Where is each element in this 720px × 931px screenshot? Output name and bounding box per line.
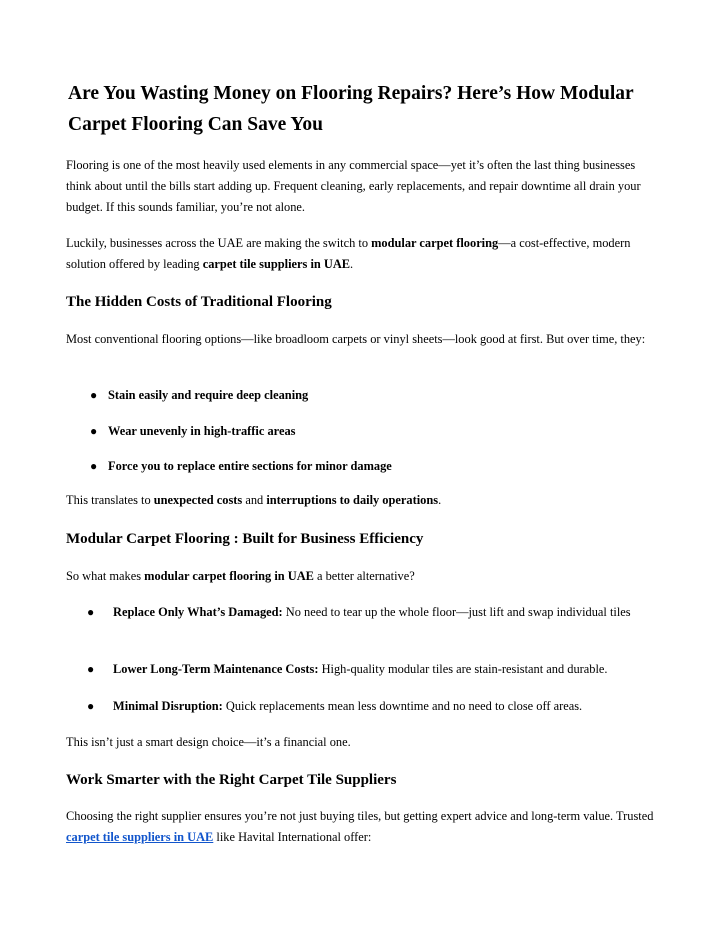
list-item-text — [108, 696, 648, 717]
text-span: High-quality modular tiles are stain-resistant and durable. — [318, 662, 608, 676]
section2-lead — [66, 566, 656, 587]
page-title: Are You Wasting Money on Flooring Repairs? Here’s How Modular Carpet Flooring Can Save You — [68, 83, 634, 135]
bold-text: Minimal Disruption: — [113, 699, 223, 713]
list-item-text — [108, 659, 648, 680]
list-item-text — [108, 602, 638, 623]
section3-body — [66, 806, 656, 848]
bold-text: interruptions to daily operations — [266, 493, 439, 507]
bullet-icon: ● — [87, 662, 95, 676]
bold-text: Lower Long-Term Maintenance Costs: — [113, 662, 319, 676]
text-span: No need to tear up the whole floor—just lift and swap individual tiles — [282, 605, 631, 619]
bullet-icon: ● — [90, 459, 98, 473]
bold-text: unexpected costs — [153, 493, 243, 507]
section-heading-hidden-costs: The Hidden Costs of Traditional Flooring — [66, 294, 332, 310]
text-span: a better alternative? — [313, 569, 415, 583]
list-item-text: Stain easily and require deep cleaning — [108, 388, 309, 402]
text-span: . — [438, 493, 442, 507]
section-heading-suppliers: Work Smarter with the Right Carpet Tile Suppliers — [66, 772, 397, 788]
text-span: like Havital International offer: — [213, 830, 372, 844]
text-span: This translates to — [66, 493, 154, 507]
text-span: Quick replacements mean less downtime and no need to close off areas. — [222, 699, 583, 713]
bold-text: modular carpet flooring — [371, 236, 499, 250]
text-span: Choosing the right supplier ensures you’re not just buying tiles, but getting expert advice and long-term value. Trusted — [66, 809, 654, 823]
intro-paragraph: Flooring is one of the most heavily used elements in any commercial space—yet it’s often the last thing businesses think about until the bills start adding up. Frequent cleaning, early replacements, and repair downtime all drain your budget. If this sounds familiar, you’re not alone. — [66, 158, 641, 214]
supplier-link[interactable]: carpet tile suppliers in UAE — [66, 830, 214, 844]
list-item-text: Force you to replace entire sections for minor damage — [108, 459, 392, 473]
text-span: So what makes — [66, 569, 145, 583]
bullet-icon: ● — [87, 605, 95, 619]
text-span: . — [350, 257, 354, 271]
bold-text: carpet tile suppliers in UAE — [202, 257, 351, 271]
section1-lead: Most conventional flooring options—like broadloom carpets or vinyl sheets—look good at first. But over time, they: — [66, 332, 646, 346]
section2-summary: This isn’t just a smart design choice—it’s a financial one. — [66, 735, 351, 749]
bullet-icon: ● — [87, 699, 95, 713]
bold-text: Replace Only What’s Damaged: — [113, 605, 283, 619]
bold-text: modular carpet flooring in UAE — [144, 569, 314, 583]
text-span: and — [242, 493, 267, 507]
section1-summary — [66, 490, 656, 511]
text-span: Luckily, businesses across the UAE are making the switch to — [66, 236, 372, 250]
bullet-icon: ● — [90, 388, 98, 402]
section-heading-modular: Modular Carpet Flooring : Built for Business Efficiency — [66, 531, 424, 547]
list-item-text: Wear unevenly in high-traffic areas — [108, 424, 296, 438]
bullet-icon: ● — [90, 424, 98, 438]
intro-paragraph-2 — [66, 233, 656, 275]
text-span: —a cost-effective, modern solution offered by leading — [66, 236, 631, 271]
